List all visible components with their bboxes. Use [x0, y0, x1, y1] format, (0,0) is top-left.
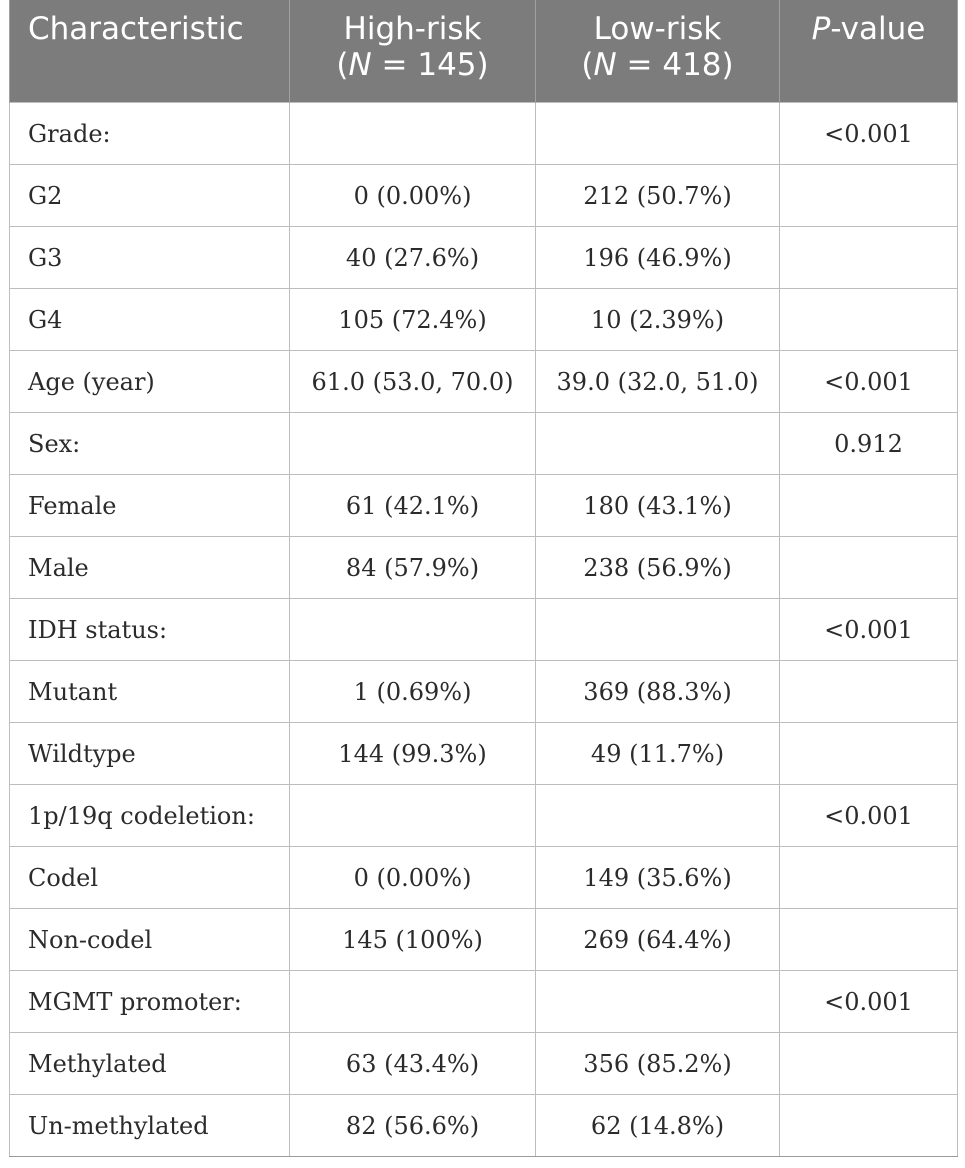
cell-characteristic: Female [10, 475, 290, 537]
cell-characteristic: G2 [10, 165, 290, 227]
cell-characteristic: MGMT promoter: [10, 971, 290, 1033]
cell-high-risk [290, 971, 536, 1033]
cell-high-risk: 105 (72.4%) [290, 289, 536, 351]
table-row [10, 785, 958, 847]
cell-p-value [780, 227, 958, 289]
header-characteristic [10, 0, 290, 103]
header-low-risk-n: N [593, 47, 617, 83]
cell-low-risk: 62 (14.8%) [536, 1095, 780, 1157]
cell-low-risk [536, 971, 780, 1033]
cell-low-risk: 149 (35.6%) [536, 847, 780, 909]
cell-low-risk: 196 (46.9%) [536, 227, 780, 289]
cell-characteristic: Grade: [10, 103, 290, 165]
table-row [10, 165, 958, 227]
cell-p-value [780, 165, 958, 227]
header-high-risk-open: ( [336, 47, 349, 83]
cell-p-value: <0.001 [780, 785, 958, 847]
cell-low-risk [536, 785, 780, 847]
cell-high-risk: 40 (27.6%) [290, 227, 536, 289]
cell-low-risk: 269 (64.4%) [536, 909, 780, 971]
cell-p-value: <0.001 [780, 971, 958, 1033]
cell-low-risk: 212 (50.7%) [536, 165, 780, 227]
cell-high-risk [290, 103, 536, 165]
cell-high-risk: 0 (0.00%) [290, 847, 536, 909]
header-p-value-label [780, 0, 957, 47]
table-row [10, 103, 958, 165]
cell-low-risk: 10 (2.39%) [536, 289, 780, 351]
cell-characteristic: Methylated [10, 1033, 290, 1095]
cell-characteristic: G3 [10, 227, 290, 289]
cell-low-risk [536, 599, 780, 661]
cell-high-risk [290, 413, 536, 475]
cell-high-risk: 0 (0.00%) [290, 165, 536, 227]
cell-p-value: <0.001 [780, 103, 958, 165]
table-row [10, 909, 958, 971]
table-row [10, 847, 958, 909]
header-low-risk-line1: Low-risk [593, 11, 722, 47]
cell-low-risk: 39.0 (32.0, 51.0) [536, 351, 780, 413]
cell-characteristic: Codel [10, 847, 290, 909]
cell-high-risk: 145 (100%) [290, 909, 536, 971]
header-low-risk [536, 0, 780, 103]
cell-p-value [780, 1033, 958, 1095]
table-row [10, 971, 958, 1033]
header-low-risk-count: = 418) [616, 47, 734, 83]
table-row [10, 1033, 958, 1095]
cell-p-value [780, 909, 958, 971]
cell-low-risk: 180 (43.1%) [536, 475, 780, 537]
cell-characteristic: Non-codel [10, 909, 290, 971]
table-row [10, 723, 958, 785]
header-p-value-rest: -value [830, 11, 926, 47]
cell-characteristic: 1p/19q codeletion: [10, 785, 290, 847]
table-row [10, 289, 958, 351]
characteristics-table [9, 0, 958, 1157]
cell-high-risk: 1 (0.69%) [290, 661, 536, 723]
header-high-risk-line1: High-risk [343, 11, 482, 47]
cell-characteristic: Mutant [10, 661, 290, 723]
table-body [10, 103, 958, 1157]
cell-low-risk [536, 103, 780, 165]
table-row [10, 661, 958, 723]
cell-high-risk: 61 (42.1%) [290, 475, 536, 537]
table-row [10, 413, 958, 475]
header-p-value-p: P [811, 11, 831, 47]
cell-p-value [780, 1095, 958, 1157]
cell-p-value [780, 723, 958, 785]
table-header [10, 0, 958, 103]
cell-p-value [780, 847, 958, 909]
cell-high-risk: 82 (56.6%) [290, 1095, 536, 1157]
header-high-risk-n: N [348, 47, 372, 83]
cell-p-value: <0.001 [780, 599, 958, 661]
cell-high-risk: 84 (57.9%) [290, 537, 536, 599]
cell-low-risk: 369 (88.3%) [536, 661, 780, 723]
cell-low-risk: 238 (56.9%) [536, 537, 780, 599]
table-row [10, 599, 958, 661]
cell-p-value: <0.001 [780, 351, 958, 413]
table-row [10, 351, 958, 413]
header-characteristic-label: Characteristic [28, 11, 244, 47]
header-row [10, 0, 958, 103]
header-high-risk [290, 0, 536, 103]
cell-high-risk: 61.0 (53.0, 70.0) [290, 351, 536, 413]
table-row [10, 537, 958, 599]
cell-p-value [780, 661, 958, 723]
cell-low-risk: 49 (11.7%) [536, 723, 780, 785]
cell-high-risk [290, 785, 536, 847]
cell-low-risk [536, 413, 780, 475]
header-p-value [780, 0, 958, 103]
header-high-risk-label [290, 0, 535, 83]
cell-characteristic: G4 [10, 289, 290, 351]
cell-characteristic: IDH status: [10, 599, 290, 661]
table-row [10, 1095, 958, 1157]
cell-characteristic: Age (year) [10, 351, 290, 413]
cell-p-value: 0.912 [780, 413, 958, 475]
cell-characteristic: Male [10, 537, 290, 599]
cell-low-risk: 356 (85.2%) [536, 1033, 780, 1095]
table-row [10, 475, 958, 537]
cell-characteristic: Sex: [10, 413, 290, 475]
cell-p-value [780, 289, 958, 351]
header-low-risk-label [536, 0, 779, 83]
header-high-risk-count: = 145) [371, 47, 489, 83]
cell-high-risk: 144 (99.3%) [290, 723, 536, 785]
cell-high-risk [290, 599, 536, 661]
cell-characteristic: Un-methylated [10, 1095, 290, 1157]
cell-p-value [780, 475, 958, 537]
cell-p-value [780, 537, 958, 599]
table-row [10, 227, 958, 289]
header-low-risk-open: ( [581, 47, 594, 83]
cell-characteristic: Wildtype [10, 723, 290, 785]
cell-high-risk: 63 (43.4%) [290, 1033, 536, 1095]
